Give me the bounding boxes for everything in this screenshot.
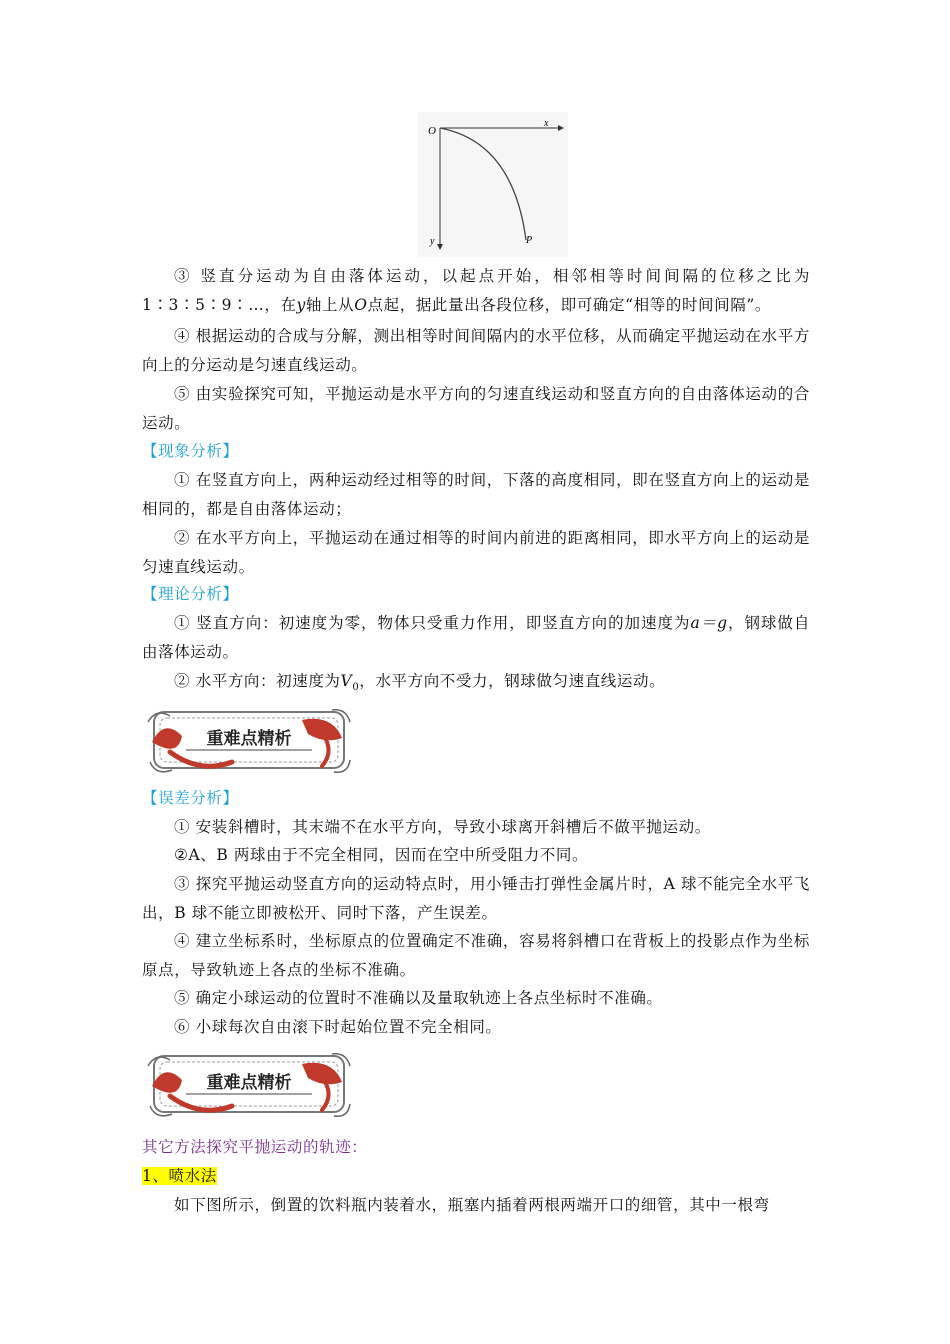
y-axis-label: y xyxy=(430,236,435,247)
method-1-title: 1、喷水法 xyxy=(142,1167,217,1185)
y-axis-arrow xyxy=(437,244,443,250)
key-points-badge xyxy=(142,702,357,780)
error-item-5: ⑤ 确定小球运动的位置时不准确以及量取轨迹上各点坐标时不准确。 xyxy=(174,989,663,1007)
error-item-2: ②A、B 两球由于不完全相同，因而在空中所受阻力不同。 xyxy=(174,846,589,864)
method-1-text: 如下图所示，倒置的饮料瓶内装着水，瓶塞内插着两根两端开口的细管，其中一根弯 xyxy=(174,1196,770,1214)
error-item-4: ④ 建立坐标系时，坐标原点的位置确定不准确，容易将斜槽口在背板上的投影点作为坐标原点，导致轨迹上各点的坐标不准确。 xyxy=(142,932,810,979)
point-p-label: P xyxy=(526,235,533,246)
origin-label: O xyxy=(428,125,436,137)
other-methods-heading: 其它方法探究平抛运动的轨迹： xyxy=(142,1138,368,1156)
phenomenon-item-1: ① 在竖直方向上，两种运动经过相等的时间，下落的高度相同，即在竖直方向上的运动是相同的，都是自由落体运动； xyxy=(142,471,810,518)
paragraph-3: ③ 竖直分运动为自由落体运动，以起点开始，相邻相等时间间隔的位移之比为1∶3∶5∶9∶…，在y轴上从O点起，据此量出各段位移，即可确定“相等的时间间隔”。 xyxy=(142,267,810,314)
x-axis-label: x xyxy=(544,118,549,129)
theory-heading: 【理论分析】 xyxy=(142,585,239,603)
error-heading: 【误差分析】 xyxy=(142,789,239,807)
trajectory-diagram xyxy=(418,112,568,257)
theory-item-2: ② 水平方向：初速度为$V_0$，水平方向不受力，钢球做匀速直线运动。 xyxy=(174,672,666,694)
key-points-badge-2 xyxy=(142,1046,357,1124)
badge-title-2: 重难点精析 xyxy=(206,1073,292,1093)
trajectory-figure xyxy=(418,112,568,257)
theory-item-1: ① 竖直方向：初速度为零，物体只受重力作用，即竖直方向的加速度为a＝g，钢球做自由落体运动。 xyxy=(142,614,810,661)
paragraph-4: ④ 根据运动的合成与分解，测出相等时间间隔内的水平位移，从而确定平抛运动在水平方向上的分运动是匀速直线运动。 xyxy=(142,327,810,374)
koi-frame-icon xyxy=(142,1046,357,1124)
koi-frame-icon xyxy=(142,702,357,780)
error-item-1: ① 安装斜槽时，其末端不在水平方向，导致小球离开斜槽后不做平抛运动。 xyxy=(174,818,711,836)
error-item-6: ⑥ 小球每次自由滚下时起始位置不完全相同。 xyxy=(174,1018,502,1036)
phenomenon-heading: 【现象分析】 xyxy=(142,442,239,460)
badge-title: 重难点精析 xyxy=(206,729,292,749)
paragraph-5: ⑤ 由实验探究可知，平抛运动是水平方向的匀速直线运动和竖直方向的自由落体运动的合运动。 xyxy=(142,385,810,432)
trajectory-curve xyxy=(440,128,526,240)
x-axis-arrow xyxy=(558,125,564,131)
phenomenon-item-2: ② 在水平方向上，平抛运动在通过相等的时间内前进的距离相同，即水平方向上的运动是匀速直线运动。 xyxy=(142,529,810,576)
error-item-3: ③ 探究平抛运动竖直方向的运动特点时，用小锤击打弹性金属片时，A 球不能完全水平飞出，B 球不能立即被松开、同时下落，产生误差。 xyxy=(142,875,810,922)
